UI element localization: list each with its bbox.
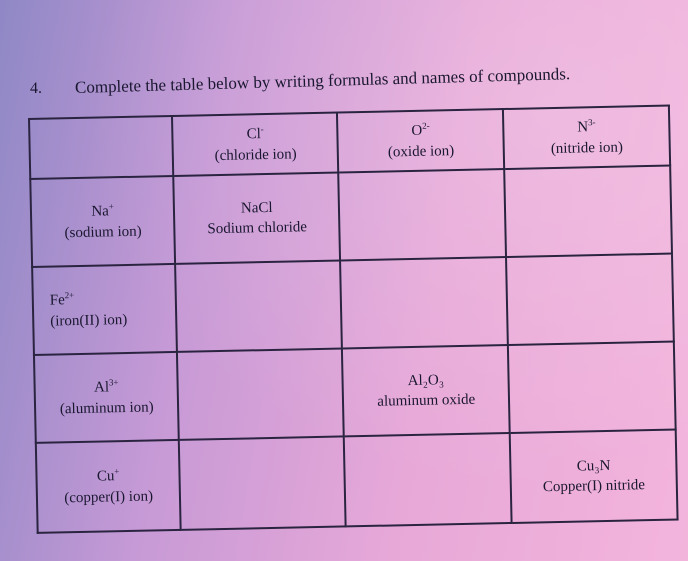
cation-charge: + [114,466,120,477]
compound-formula: Cu₃N [576,457,611,475]
question-prompt: Complete the table below by writing formulas and names of compounds. [74,64,571,97]
cation-symbol: Fe [49,292,65,309]
compound-table [28,105,679,534]
cell-iron-oxide[interactable] [340,257,508,348]
cation-header-sodium [30,176,175,267]
compound-name: Copper(I) nitride [542,477,646,496]
anion-charge: - [260,124,264,135]
corner-cell [29,116,174,179]
anion-symbol: Cl [246,126,262,143]
anion-name: (oxide ion) [387,142,455,160]
row-copper [36,430,678,533]
cation-charge: 2+ [64,290,75,301]
cation-symbol: Na [91,203,110,220]
cell-iron-nitride[interactable] [506,254,674,345]
cation-header-aluminum [34,352,179,443]
cation-symbol: Al [93,379,110,396]
anion-symbol: O [411,122,423,140]
cell-iron-chloride[interactable] [176,260,343,351]
row-iron [32,254,674,355]
cell-sodium-oxide[interactable] [339,169,507,260]
row-aluminum [34,342,676,443]
cell-aluminum-oxide[interactable] [342,345,510,436]
cation-name: (copper(I) ion) [64,487,154,506]
cation-name: (iron(II) ion) [50,311,128,330]
row-sodium [30,166,672,267]
cation-charge: + [108,201,114,212]
cation-charge: 3+ [108,377,119,388]
anion-header-chloride [172,113,338,176]
compound-formula: Al₂O₃ [407,372,445,389]
cell-aluminum-nitride[interactable] [508,342,676,433]
compound-name: aluminum oxide [377,391,476,410]
cation-name: (aluminum ion) [59,398,154,417]
anion-name: (nitride ion) [550,139,624,157]
compound-formula: NaCl [240,199,273,217]
cation-symbol: Cu [96,468,115,485]
cell-sodium-nitride[interactable] [504,166,672,257]
cation-header-iron [32,264,177,355]
anion-header-nitride [503,106,670,169]
compound-table-wrapper [28,105,679,534]
cation-header-copper [36,440,181,533]
cell-copper-oxide[interactable] [344,433,512,526]
anion-name: (chloride ion) [214,145,297,164]
anion-symbol: N [577,119,589,136]
cell-aluminum-chloride[interactable] [177,348,344,439]
cation-name: (sodium ion) [64,223,142,241]
anion-charge: 3- [587,117,596,128]
question-number: 4. [30,80,42,97]
cell-sodium-chloride[interactable] [174,173,341,264]
cell-copper-chloride[interactable] [179,436,346,529]
cell-copper-nitride[interactable] [510,430,678,523]
anion-header-oxide [337,109,504,172]
compound-name: Sodium chloride [207,219,308,238]
anion-charge: 2- [422,120,430,131]
